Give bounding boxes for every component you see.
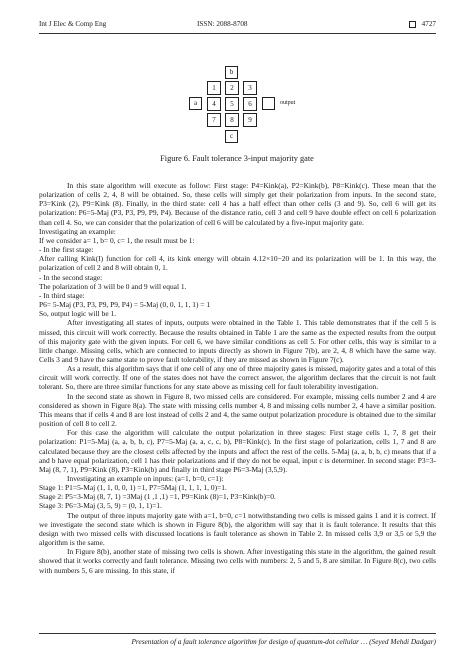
- body-text: [39, 181, 436, 575]
- output-cell: [262, 97, 275, 110]
- footer-text: Presentation of a fault tolerance algorithm for design of quantum-dot cellular … (Seyed Mehdi Dadgar): [131, 637, 436, 646]
- cell-8: 8: [225, 113, 239, 127]
- text-line: So, output logic will be 1.: [39, 309, 117, 319]
- text-line: Stage 1: P1=5-Maj (1, 1, 0, 0, 1) =1, P7=5Maj (1, 1, 1, 1, 0)=1.: [39, 483, 227, 493]
- cell-7: 7: [207, 113, 221, 127]
- input-cell-c: c: [225, 130, 238, 143]
- paragraph: Investigating an example on inputs: (a=1, b=0, c=1):: [67, 474, 224, 483]
- cell-2: 2: [225, 81, 239, 95]
- footer-rule: [39, 633, 436, 634]
- cell-4: 4: [207, 97, 221, 111]
- text-line: - In the first stage:: [39, 245, 94, 255]
- issn: ISSN: 2088-8708: [197, 20, 248, 28]
- cell-5: 5: [225, 97, 239, 111]
- text-line: If we consider a= 1, b= 0, c= 1, the result must be 1:: [39, 235, 195, 245]
- journal-name: Int J Elec & Comp Eng: [39, 20, 107, 28]
- cell-3: 3: [243, 81, 257, 95]
- cell-9: 9: [243, 113, 257, 127]
- paragraph: After calling Kink(I) function for cell 4, its kink energy will obtain 4.12×10−20 and its polarization will be 1. In this way, the polarization of cell 2 and 8 will obtain 0, 1.: [39, 254, 436, 273]
- text-line: - In the second stage:: [39, 272, 103, 282]
- output-label: output: [280, 100, 296, 106]
- text-line: The polarization of 3 will be 0 and 9 will equal 1.: [39, 281, 187, 291]
- text-line: Stage 2: P5=3-Maj (8, 7, 1) =3Maj (1 ,1 ,1) =1, P9=Kink (8)=1, P3=Kink(b)=0.: [39, 492, 276, 502]
- paragraph: The output of three inputs majority gate with a=1, b=0, c=1 notwithstanding two cells is missed gains 1 and it is correct. If we investigate the second state which is shown in Figure 8(b), the algorithm will say that it is fault tolerance. It results that this design with two missed cells with discussed locations is fault tolerance as shown in Table 2. In missed cells 3,9 or 3,5 or 5,9 the algorithm is the same.: [39, 510, 436, 548]
- paragraph: After investigating all states of inputs, outputs were obtained in the Table 1. This table demonstrates that if the cell 5 is missed, this circuit will work correctly. Because the results obtained in Table 1 are the same as the expected results from the output of this majority gate with the given inputs. For cell 6, we have similar conditions as cell 5. For other cells, this way is similar to a little change. Missing cells, which are connected to inputs directly as shown in Figure 7(b), are 2, 4, 8 which have the same way. Cells 3 and 9 have the same state to prove fault tolerability, if they are missed as shown in Figure 7(c).: [39, 318, 436, 364]
- input-cell-a: a: [189, 97, 202, 110]
- paragraph: In this state algorithm will execute as follow: First stage: P4=Kink(a), P2=Kink(b), P8=Kink(c). These mean that the polarization of cells 2, 4, 8 will be obtained. So, these cells will simply get their polarization from inputs. In the second state, P3=Kink (2), P9=Kink (8). Finally, in the third state: cell 4 has a half effect than other cells (3 and 9). So, cell 6 will get its polarization: P6=5-Maj (P3, P3, P9, P9, P4). Because of the distance ratio, cell 3 and cell 9 have double effect on cell 6 polarization than cell 4. So, we can consider that the polarization of cell 6 will be calculated by a five-input majority gate.: [39, 181, 436, 227]
- text-line: Investigating an example:: [39, 226, 116, 236]
- figure-6: [0, 0, 474, 160]
- input-cell-b: b: [225, 66, 238, 79]
- text-line: Stage 3: P6=3-Maj (3, 5, 9) = (0, 1, 1)=1.: [39, 501, 162, 511]
- text-line: - In third stage:: [39, 290, 85, 300]
- paragraph: As a result, this algorithm says that if one cell of any one of three majority gates is missed, majority gates and a total of this circuit will work correctly. If one of the states does not have the correct answer, the algorithm declares that the circuit is not fault tolerant. So, there are three similar functions for any state above as missing cell for fault tolerability investigation.: [39, 364, 436, 392]
- paragraph: In Figure 8(b), another state of missing two cells is shown. After investigating this state in the algorithm, the gained result showed that it works correctly and fault tolerance. Missing two cells with numbers: 2, 5 and 5, 8 are similar. In Figure 8(c), two cells with numbers 5, 6 are missing. In this state, if: [39, 547, 436, 575]
- paragraph: For this case the algorithm will calculate the output polarization in three stages: First stage cells 1, 7, 8 get their polarization: P1=5-Maj (a, a, b, b, c), P7=5-Maj (a, a, c, c, b), P8=Kink(c). In the first stage of polarization, cells 1, 7 and 8 are calculated because they are the closest cells affected by the inputs and affect the rest of the cells. 5-Maj (a, a, b, b, c) means that if a and b have equal polarization, cell 1 has their polarizations and if they do not be equal, input c is determiner. In second stage: P3=3-Maj (8, 7, 1), P9=Kink (8), P3=Kink(b) and finally in third stage P6=3-Maj (3,5,9).: [39, 428, 436, 474]
- cell-6: 6: [243, 97, 257, 111]
- text-line: P6= 5-Maj (P3, P3, P9, P9, P4) = 5-Maj (0, 0, 1, 1, 1) = 1: [39, 300, 211, 310]
- paragraph: In the second state as shown in Figure 8, two missed cells are considered. For example, missing cells number 2 and 4 are considered as shown in Figure 8(a). The state with missing cells number 4, 8 and missing cells number 2, 4 have a similar position. This means that if cells 4 and 8 are lost instead of cells 2 and 4, the same output polarization procedure is obtained due to the similar position of cell 8 to cell 2.: [39, 391, 436, 429]
- cell-1: 1: [207, 81, 221, 95]
- page-number-text: 4727: [421, 20, 436, 28]
- figure-caption: Figure 6. Fault tolerance 3-input majority gate: [160, 154, 314, 163]
